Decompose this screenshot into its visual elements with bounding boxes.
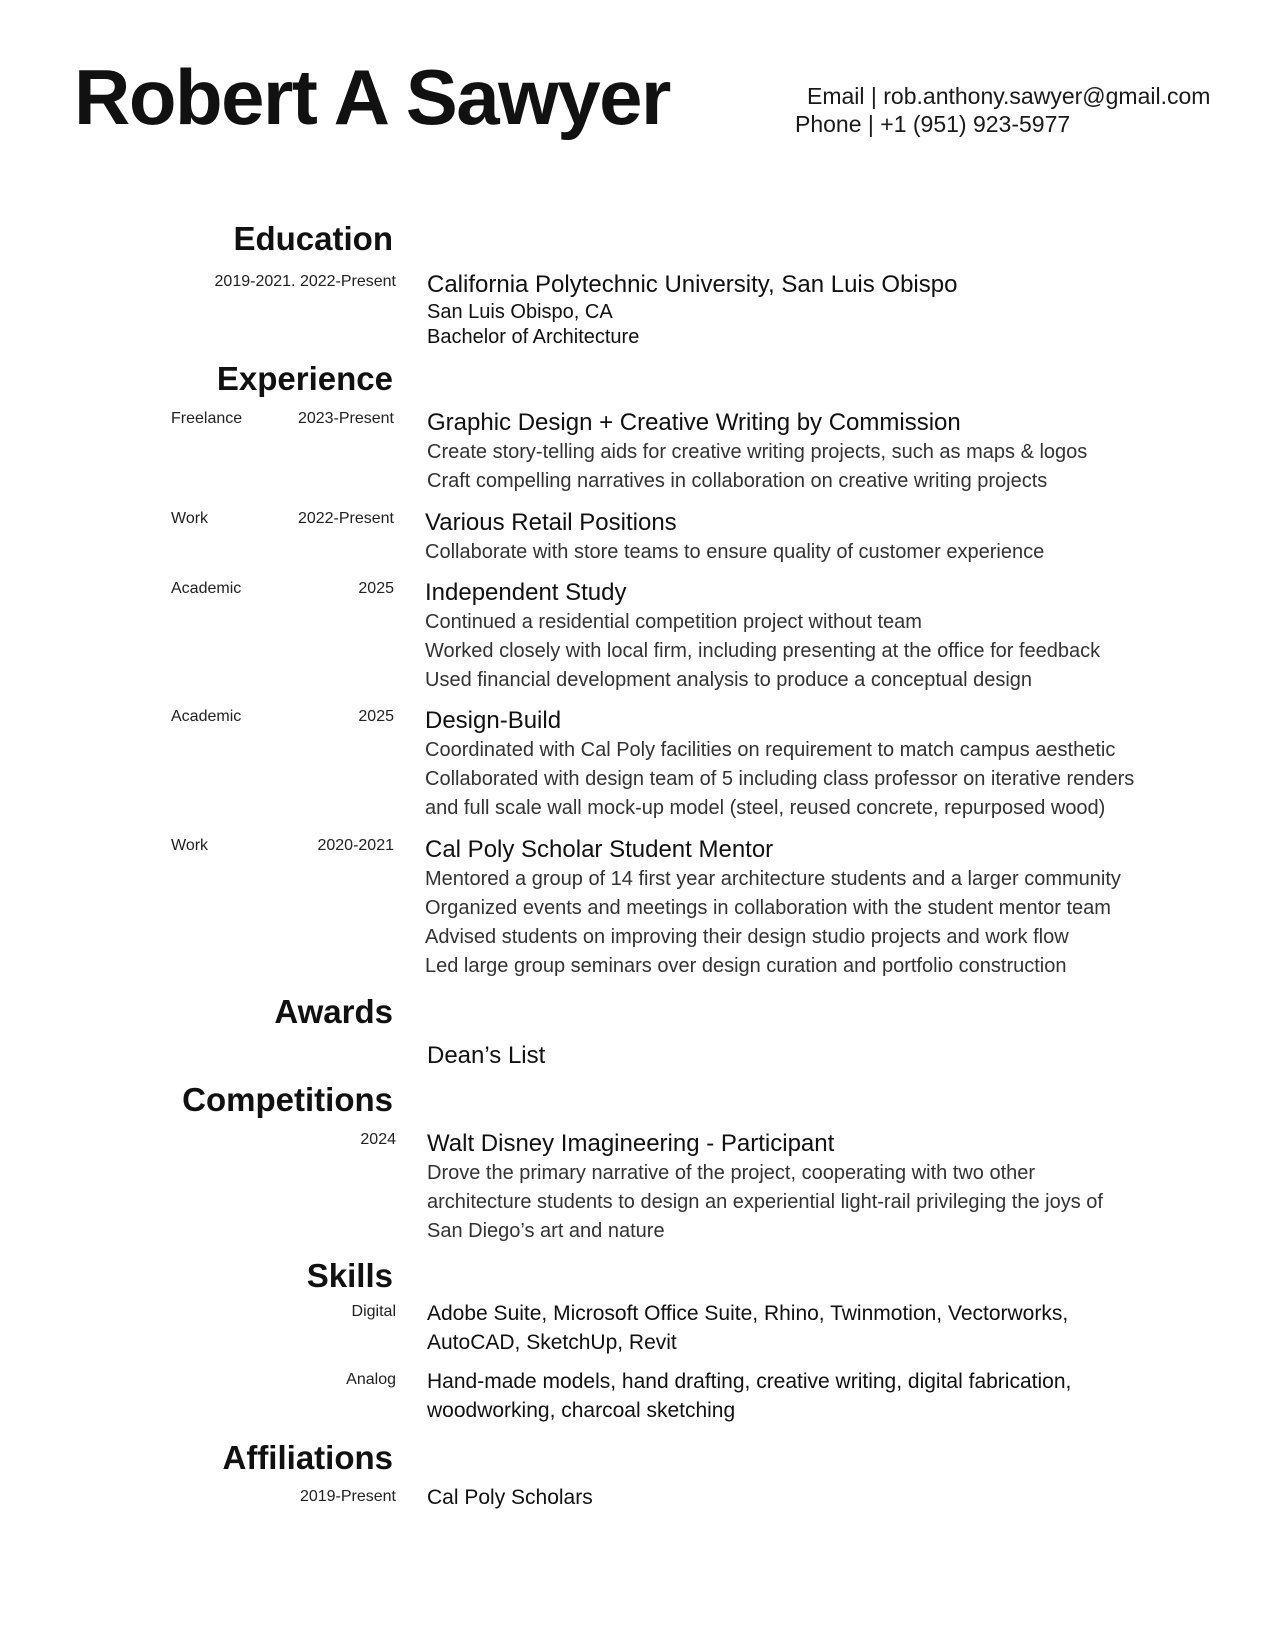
skills-analog-label: Analog: [346, 1371, 396, 1388]
education-degree: Bachelor of Architecture: [427, 326, 640, 348]
award-item: Dean’s List: [427, 1042, 546, 1069]
skills-digital: [427, 1299, 1068, 1357]
experience-item: [425, 578, 1100, 695]
section-title-education: Education: [233, 220, 393, 257]
skills-digital-label: Digital: [351, 1303, 396, 1320]
competition-line: Drove the primary narrative of the project, cooperating with two other: [427, 1162, 1036, 1184]
section-title-awards: Awards: [274, 993, 393, 1030]
experience-dates: 2023-Present: [297, 410, 394, 427]
experience-line: and full scale wall mock-up model (steel, reused concrete, repurposed wood): [425, 797, 1106, 819]
experience-line: Create story-telling aids for creative writing projects, such as maps & logos: [427, 441, 1088, 463]
experience-line: Organized events and meetings in collaboration with the student mentor team: [425, 897, 1111, 919]
experience-dates: 2020-2021: [317, 837, 394, 854]
resume-name: Robert A Sawyer: [74, 53, 670, 141]
competition-title: Walt Disney Imagineering - Participant: [427, 1130, 835, 1157]
experience-line: Led large group seminars over design curation and portfolio construction: [425, 955, 1067, 977]
section-title-experience: Experience: [216, 360, 393, 397]
experience-line: Used financial development analysis to produce a conceptual design: [425, 669, 1033, 691]
competition-entry: [427, 1129, 1103, 1246]
education-location: San Luis Obispo, CA: [427, 301, 613, 323]
competition-line: architecture students to design an experiential light-rail privileging the joys of: [427, 1191, 1103, 1213]
experience-item: [427, 408, 1087, 496]
experience-line: Advised students on improving their design studio projects and work flow: [425, 926, 1069, 948]
experience-line: Collaborate with store teams to ensure quality of customer experience: [425, 541, 1045, 563]
skills-digital-line: AutoCAD, SketchUp, Revit: [427, 1331, 677, 1354]
awards-entry: [427, 1041, 545, 1071]
experience-line: Continued a residential competition project without team: [425, 611, 922, 633]
skills-analog-line: Hand-made models, hand drafting, creative writing, digital fabrication,: [427, 1370, 1072, 1393]
experience-line: Craft compelling narratives in collaboration on creative writing projects: [427, 470, 1048, 492]
experience-title: Design-Build: [425, 707, 562, 734]
experience-category: Work: [171, 837, 209, 854]
affiliation-entry: [427, 1483, 593, 1512]
section-title-skills: Skills: [306, 1257, 393, 1294]
section-title-competitions: Competitions: [182, 1081, 393, 1118]
competition-dates: 2024: [360, 1131, 396, 1148]
experience-category: Academic: [171, 708, 242, 725]
education-dates: 2019-2021. 2022-Present: [214, 273, 396, 290]
skills-analog: [427, 1367, 1071, 1425]
section-title-affiliations: Affiliations: [222, 1439, 393, 1476]
experience-category: Work: [171, 510, 209, 527]
contact-email: Email | rob.anthony.sawyer@gmail.com: [807, 83, 1211, 109]
experience-category: Academic: [171, 580, 242, 597]
affiliation-item: Cal Poly Scholars: [427, 1486, 593, 1509]
experience-dates: 2022-Present: [297, 510, 394, 527]
contact-info: [795, 82, 1210, 138]
experience-line: Worked closely with local firm, including presenting at the office for feedback: [425, 640, 1101, 662]
contact-phone: Phone | +1 (951) 923-5977: [795, 111, 1071, 137]
competition-line: San Diego’s art and nature: [427, 1220, 665, 1242]
experience-dates: 2025: [358, 708, 394, 725]
education-entry: [427, 270, 957, 350]
skills-analog-line: woodworking, charcoal sketching: [427, 1399, 736, 1422]
experience-item: [425, 706, 1134, 823]
experience-title: Various Retail Positions: [425, 509, 677, 536]
experience-line: Collaborated with design team of 5 including class professor on iterative renders: [425, 768, 1135, 790]
experience-title: Cal Poly Scholar Student Mentor: [425, 836, 774, 863]
experience-title: Independent Study: [425, 579, 627, 606]
experience-title: Graphic Design + Creative Writing by Commission: [427, 409, 961, 436]
experience-dates: 2025: [358, 580, 394, 597]
experience-category: Freelance: [171, 410, 243, 427]
education-school: California Polytechnic University, San Luis Obispo: [427, 271, 958, 298]
experience-item: [425, 508, 1044, 567]
experience-line: Mentored a group of 14 first year architecture students and a larger community: [425, 868, 1121, 890]
experience-item: [425, 835, 1121, 981]
affiliation-dates: 2019-Present: [299, 1488, 396, 1505]
experience-line: Coordinated with Cal Poly facilities on requirement to match campus aesthetic: [425, 739, 1116, 761]
skills-digital-line: Adobe Suite, Microsoft Office Suite, Rhino, Twinmotion, Vectorworks,: [427, 1302, 1069, 1325]
